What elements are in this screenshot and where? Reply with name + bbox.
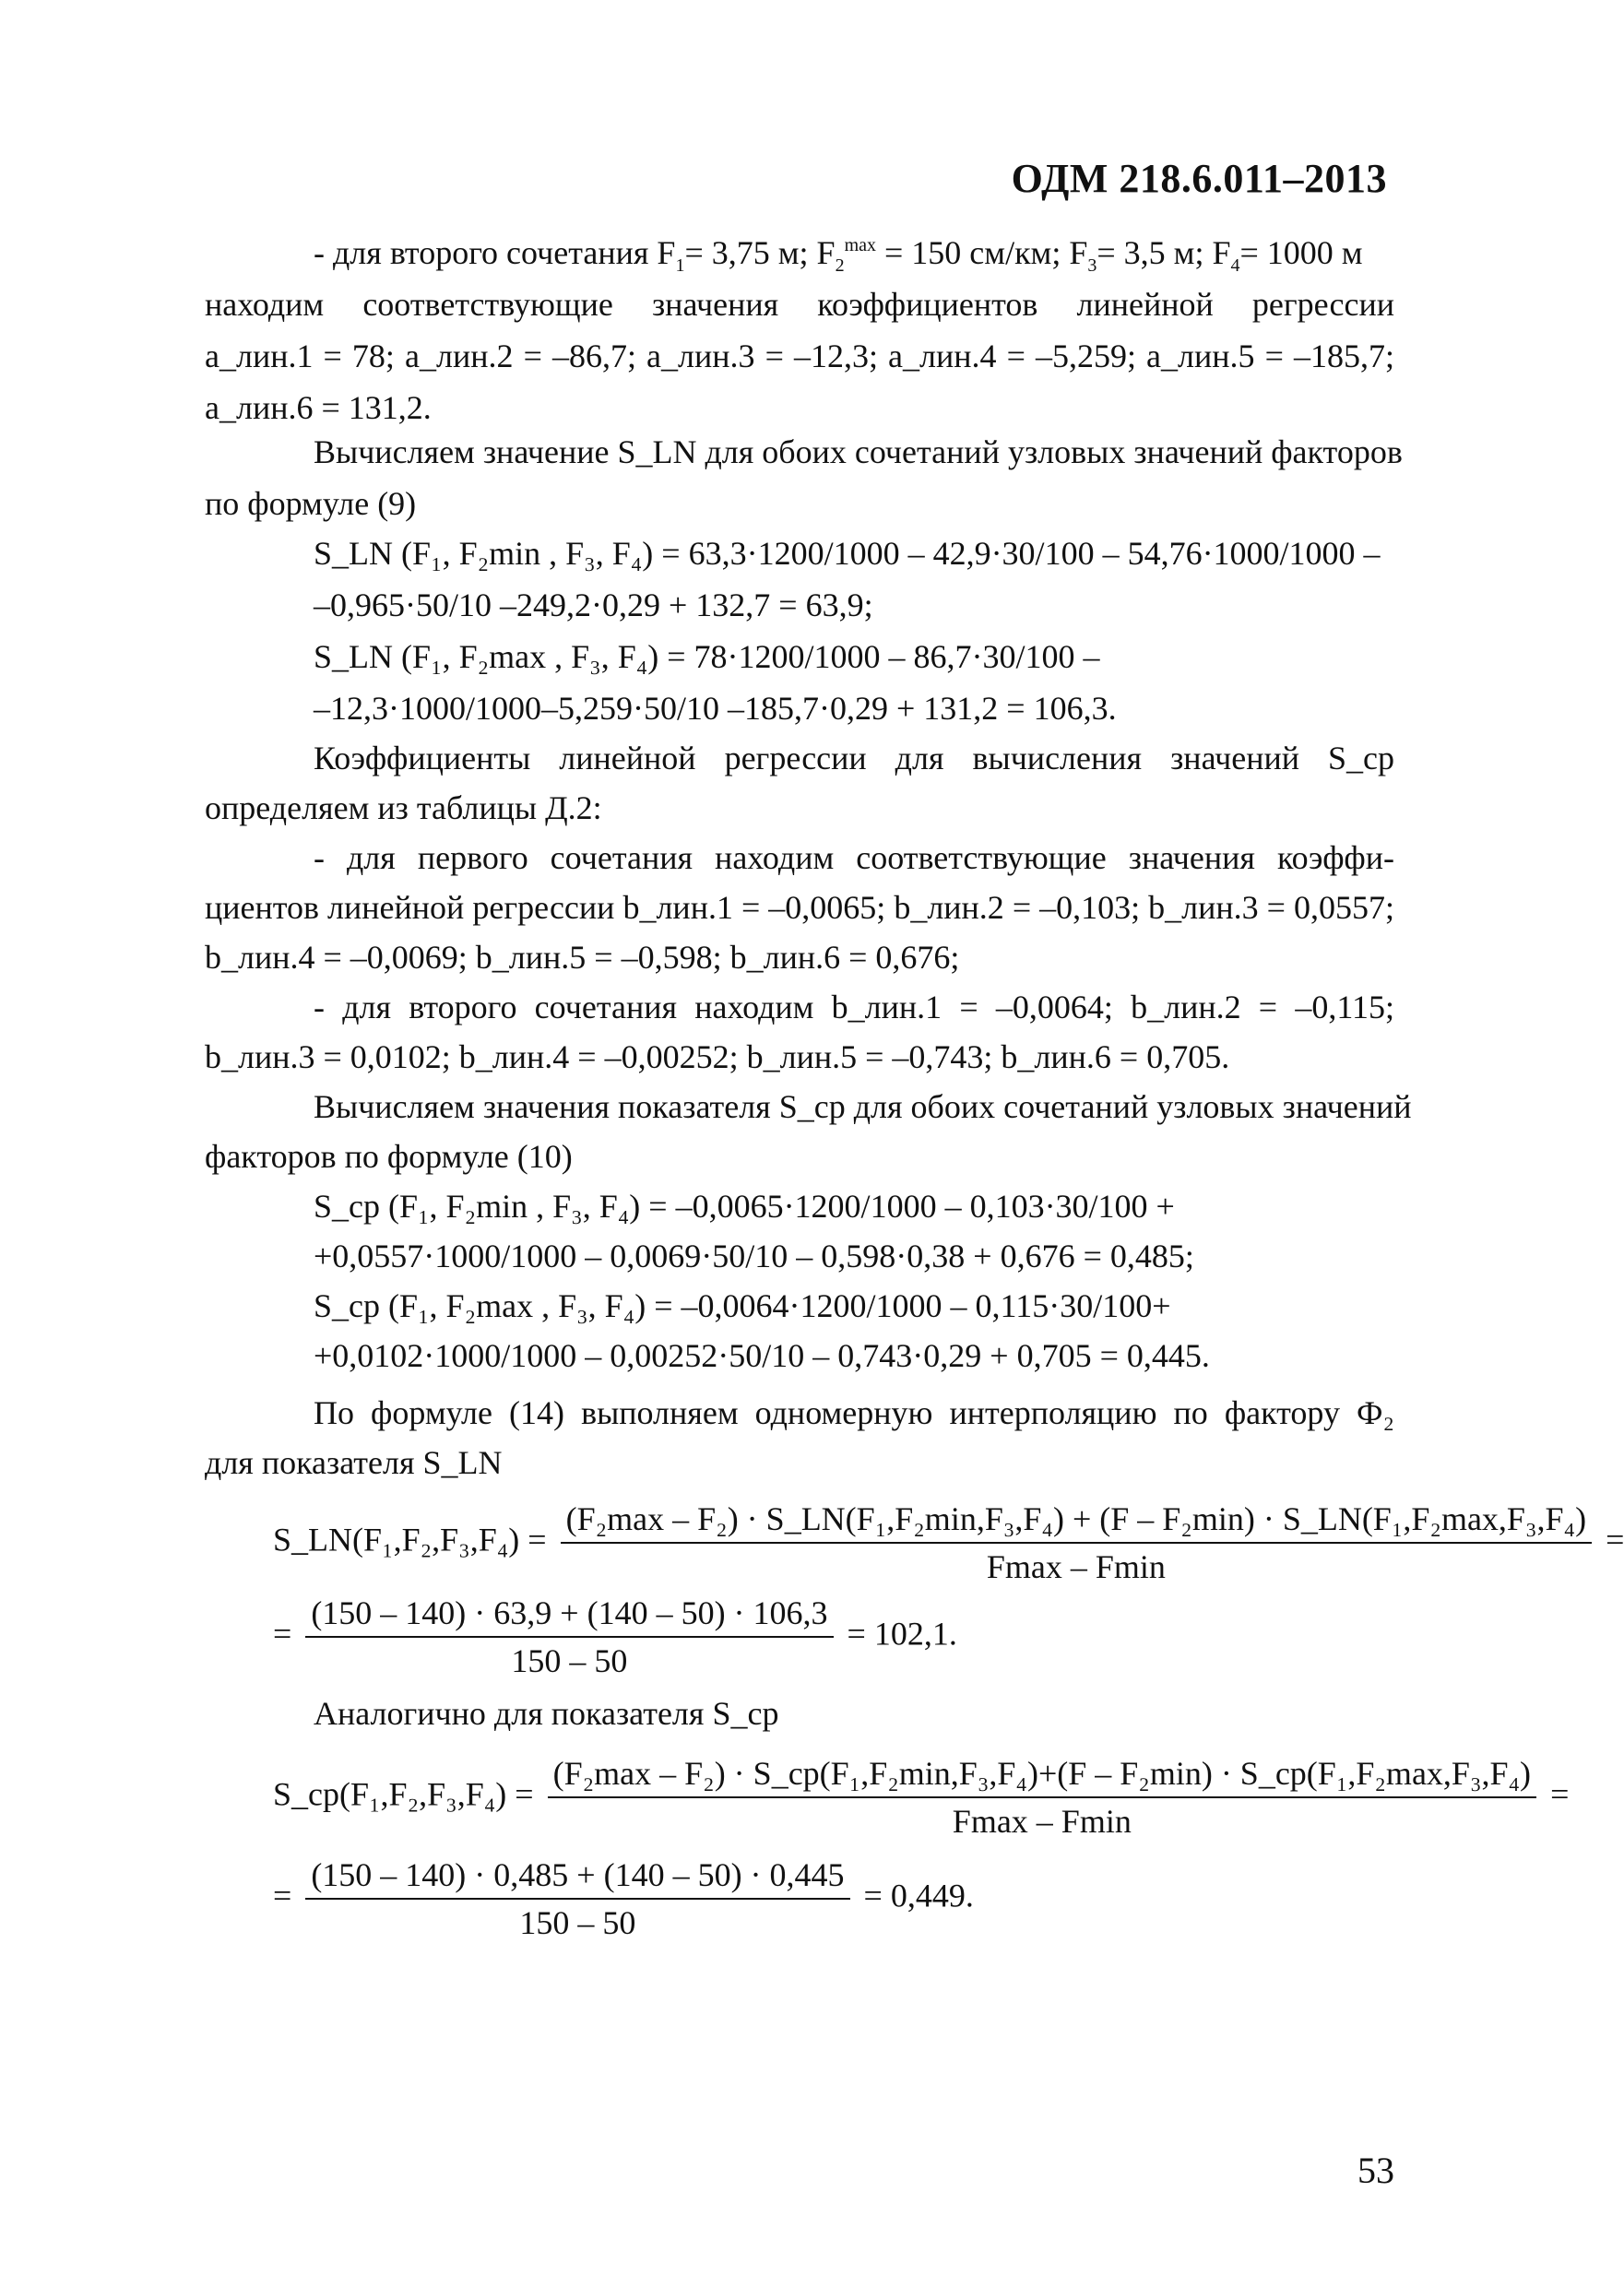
text-line: определяем из таблицы Д.2: — [205, 789, 602, 826]
equals-sign: = — [273, 1615, 292, 1653]
text-line: По формуле (14) выполняем одномерную интерполяцию по фактору Ф₂ — [314, 1394, 1394, 1431]
equation-line: +0,0557·1000/1000 – 0,0069·50/10 – 0,598·0,38 + 0,676 = 0,485; — [314, 1238, 1194, 1274]
denominator: 150 – 50 — [511, 1642, 628, 1679]
result: = 102,1. — [847, 1615, 957, 1653]
denominator: Fmax – Fmin — [952, 1803, 1132, 1840]
equals-sign: = — [1606, 1521, 1624, 1558]
text-line: a_лин.1 = 78; a_лин.2 = –86,7; a_лин.3 = –12,3; a_лин.4 = –5,259; a_лин.5 = –185,7; — [205, 338, 1394, 374]
formula-scp-result — [273, 1855, 974, 1942]
page-number: 53 — [1357, 2150, 1394, 2191]
text-line: b_лин.4 = –0,0069; b_лин.5 = –0,598; b_лин.6 = 0,676; — [205, 939, 960, 976]
denominator: Fmax – Fmin — [986, 1548, 1166, 1585]
text-line: циентов линейной регрессии b_лин.1 = –0,0065; b_лин.2 = –0,103; b_лин.3 = 0,0557; — [205, 889, 1394, 926]
text-line: Аналогично для показателя S_ср — [314, 1695, 779, 1732]
formula-lhs: S_LN(F₁,F₂,F₃,F₄) = — [273, 1521, 547, 1558]
result: = 0,449. — [863, 1877, 974, 1914]
text-line: - для второго сочетания находим b_лин.1 = –0,0064; b_лин.2 = –0,115; — [314, 989, 1394, 1025]
equals-sign: = — [1550, 1775, 1570, 1813]
text-line: факторов по формуле (10) — [205, 1138, 573, 1175]
equation-line: –12,3·1000/1000–5,259·50/10 –185,7·0,29 + 131,2 = 106,3. — [314, 690, 1117, 727]
formula-interpolation-sln — [273, 1499, 1624, 1586]
equation-line: S_ср (F₁, F₂min , F₃, F₄) = –0,0065·1200/1000 – 0,103·30/100 + — [314, 1188, 1175, 1225]
fraction — [561, 1499, 1593, 1586]
text-line: a_лин.6 = 131,2. — [205, 389, 432, 426]
equation-line: S_LN (F₁, F₂min , F₃, F₄) = 63,3·1200/1000 – 42,9·30/100 – 54,76·1000/1000 – — [314, 535, 1381, 572]
numerator: (150 – 140) · 0,485 + (140 – 50) · 0,445 — [305, 1855, 849, 1900]
text-line: Вычисляем значения показателя S_ср для обоих сочетаний узловых значений — [314, 1088, 1412, 1125]
equation-line: +0,0102·1000/1000 – 0,00252·50/10 – 0,743·0,29 + 0,705 = 0,445. — [314, 1337, 1210, 1374]
text-line: для показателя S_LN — [205, 1444, 503, 1481]
text-line: b_лин.3 = 0,0102; b_лин.4 = –0,00252; b_лин.5 = –0,743; b_лин.6 = 0,705. — [205, 1038, 1230, 1075]
fraction — [548, 1754, 1536, 1841]
numerator: (F₂max – F₂) · S_ср(F₁,F₂min,F₃,F₄)+(F – F₂min) · S_ср(F₁,F₂max,F₃,F₄) — [548, 1754, 1536, 1798]
formula-interpolation-scp — [273, 1754, 1569, 1841]
equation-line: S_LN (F₁, F₂max , F₃, F₄) = 78·1200/1000 – 86,7·30/100 – — [314, 638, 1100, 675]
equation-line: S_ср (F₁, F₂max , F₃, F₄) = –0,0064·1200/1000 – 0,115·30/100+ — [314, 1287, 1171, 1324]
text-line: Коэффициенты линейной регрессии для вычисления значений S_ср — [314, 740, 1394, 776]
text-line: - для первого сочетания находим соответствующие значения коэффи- — [314, 839, 1394, 876]
denominator: 150 – 50 — [519, 1904, 636, 1941]
document-id: ОДМ 218.6.011–2013 — [1011, 156, 1387, 201]
text-line: по формуле (9) — [205, 485, 417, 522]
equals-sign: = — [273, 1877, 292, 1914]
fraction — [305, 1594, 833, 1680]
fraction — [305, 1855, 849, 1942]
numerator: (F₂max – F₂) · S_LN(F₁,F₂min,F₃,F₄) + (F – F₂min) · S_LN(F₁,F₂max,F₃,F₄) — [561, 1499, 1593, 1544]
text-line: Вычисляем значение S_LN для обоих сочетаний узловых значений факторов — [314, 433, 1403, 470]
text-line: - для второго сочетания $F_1= 3,75$ м; $F_2^{max} = 150$ см/км; $F_3= 3,5$ м; $F_4= 1000$ м — [314, 234, 1363, 276]
text-line: находим соответствующие значения коэффициентов линейной регрессии — [205, 286, 1394, 323]
numerator: (150 – 140) · 63,9 + (140 – 50) · 106,3 — [305, 1594, 833, 1638]
formula-sln-result — [273, 1594, 957, 1680]
equation-line: –0,965·50/10 –249,2·0,29 + 132,7 = 63,9; — [314, 587, 873, 623]
formula-lhs: S_ср(F₁,F₂,F₃,F₄) = — [273, 1775, 534, 1813]
